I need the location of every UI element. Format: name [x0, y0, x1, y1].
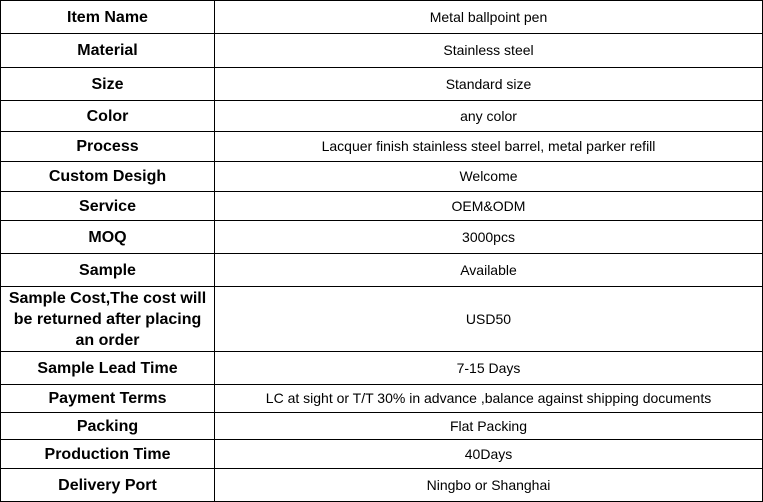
row-value: USD50 [215, 287, 763, 352]
table-row [1, 101, 763, 132]
row-label: Delivery Port [1, 469, 215, 502]
table-row [1, 34, 763, 68]
row-label: Sample Cost,The cost will be returned after placing an order [1, 287, 215, 352]
table-row [1, 1, 763, 34]
table-row [1, 68, 763, 101]
row-value: Available [215, 254, 763, 287]
row-label: Production Time [1, 440, 215, 469]
row-value: Ningbo or Shanghai [215, 469, 763, 502]
row-label: Process [1, 132, 215, 162]
row-value: Stainless steel [215, 34, 763, 68]
table-row [1, 254, 763, 287]
row-label: Color [1, 101, 215, 132]
row-value: Welcome [215, 162, 763, 192]
row-label: Size [1, 68, 215, 101]
table-row [1, 162, 763, 192]
row-value: 40Days [215, 440, 763, 469]
table-row [1, 385, 763, 413]
row-value: any color [215, 101, 763, 132]
row-label: Material [1, 34, 215, 68]
row-value: Flat Packing [215, 413, 763, 440]
row-value: 7-15 Days [215, 352, 763, 385]
row-value: Lacquer finish stainless steel barrel, metal parker refill [215, 132, 763, 162]
row-value: LC at sight or T/T 30% in advance ,balance against shipping documents [215, 385, 763, 413]
table-row [1, 352, 763, 385]
table-row [1, 287, 763, 352]
row-value: OEM&ODM [215, 192, 763, 221]
row-label: Service [1, 192, 215, 221]
row-value: Standard size [215, 68, 763, 101]
table-row [1, 221, 763, 254]
table-row [1, 413, 763, 440]
row-label: Sample Lead Time [1, 352, 215, 385]
table-row [1, 469, 763, 502]
row-label: Payment Terms [1, 385, 215, 413]
row-label: Sample [1, 254, 215, 287]
row-label: Packing [1, 413, 215, 440]
row-label: Item Name [1, 1, 215, 34]
table-row [1, 132, 763, 162]
row-value: 3000pcs [215, 221, 763, 254]
table-row [1, 192, 763, 221]
row-label: MOQ [1, 221, 215, 254]
row-label: Custom Desigh [1, 162, 215, 192]
row-value: Metal ballpoint pen [215, 1, 763, 34]
table-row [1, 440, 763, 469]
